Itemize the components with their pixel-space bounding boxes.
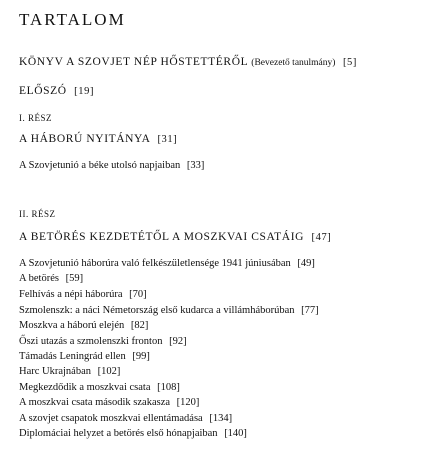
part2-label: II. RÉSZ bbox=[19, 209, 56, 219]
entry-page: [59] bbox=[65, 273, 84, 284]
list-item bbox=[19, 351, 150, 362]
list-item bbox=[19, 273, 83, 284]
list-item bbox=[19, 397, 199, 408]
list-item bbox=[19, 413, 232, 424]
intro-note: (Bevezető tanulmány) bbox=[251, 58, 336, 68]
entry-page: [49] bbox=[297, 258, 315, 269]
entry-page: [99] bbox=[132, 351, 150, 362]
entry-text: A szovjet csapatok moszkvai ellentámadása bbox=[19, 413, 203, 424]
entry-text: Felhívás a népi háborúra bbox=[19, 289, 123, 300]
entry-page: [108] bbox=[157, 382, 180, 393]
entry-page: [102] bbox=[97, 366, 121, 377]
entry-text: A moszkvai csata második szakasza bbox=[19, 397, 171, 408]
part1-heading: A HÁBORÚ NYITÁNYA bbox=[19, 133, 150, 145]
part2-heading-entry bbox=[19, 231, 331, 243]
entry-text: A betörés bbox=[19, 273, 59, 284]
intro-entry bbox=[19, 56, 357, 68]
list-item bbox=[19, 160, 204, 171]
list-item bbox=[19, 428, 247, 439]
entry-page: [82] bbox=[130, 320, 149, 331]
part2-heading: A BETÖRÉS KEZDETÉTŐL A MOSZKVAI CSATÁIG bbox=[19, 231, 305, 243]
entry-page: [134] bbox=[209, 413, 233, 424]
part2-page: [47] bbox=[311, 232, 332, 243]
list-item bbox=[19, 336, 187, 347]
entry-page: [77] bbox=[301, 305, 319, 316]
preface-text: ELŐSZÓ bbox=[19, 85, 67, 97]
entry-text: Harc Ukrajnában bbox=[19, 366, 92, 377]
intro-text: KÖNYV A SZOVJET NÉP HŐSTETTÉRŐL bbox=[19, 56, 248, 68]
part1-label: I. RÉSZ bbox=[19, 113, 53, 123]
entry-text: Szmolenszk: a náci Németország első kudarca a villámháborúban bbox=[19, 305, 295, 316]
entry-text: Diplomáciai helyzet a betörés első hónapjaiban bbox=[19, 428, 218, 439]
list-item bbox=[19, 382, 180, 393]
entry-text: Megkezdődik a moszkvai csata bbox=[19, 382, 151, 393]
entry-page: [92] bbox=[169, 336, 187, 347]
intro-page: [5] bbox=[342, 57, 357, 68]
list-item bbox=[19, 320, 148, 331]
list-item bbox=[19, 289, 147, 300]
part1-page: [31] bbox=[157, 134, 178, 145]
entry-page: [33] bbox=[186, 160, 205, 171]
list-item bbox=[19, 305, 319, 316]
list-item bbox=[19, 366, 120, 377]
list-item bbox=[19, 258, 315, 269]
entry-text: Őszi utazás a szmolenszki fronton bbox=[19, 336, 163, 347]
entry-text: A Szovjetunió háborúra való felkészületlensége 1941 júniusában bbox=[19, 258, 291, 269]
entry-page: [70] bbox=[129, 289, 147, 300]
entry-page: [120] bbox=[176, 397, 200, 408]
part1-heading-entry bbox=[19, 133, 177, 145]
preface-entry bbox=[19, 85, 94, 97]
entry-text: A Szovjetunió a béke utolsó napjaiban bbox=[19, 160, 181, 171]
preface-page: [19] bbox=[74, 86, 95, 97]
entry-text: Támadás Leningrád ellen bbox=[19, 351, 126, 362]
entry-page: [140] bbox=[224, 428, 247, 439]
page-title: TARTALOM bbox=[19, 10, 126, 29]
entry-text: Moszkva a háború elején bbox=[19, 320, 125, 331]
